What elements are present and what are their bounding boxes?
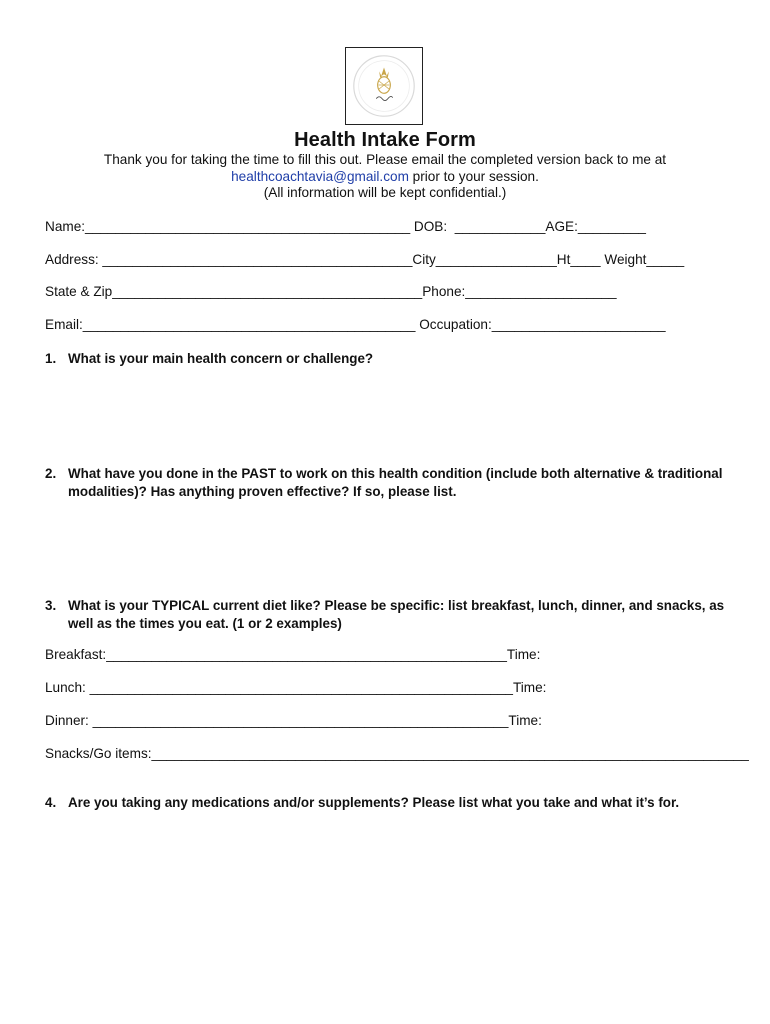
question-3-text: What is your TYPICAL current diet like? Please be specific: list breakfast, lunch, dinner, and snacks, as well as the times you eat. (1 or 2 examples) (68, 598, 725, 631)
question-3 (45, 597, 725, 632)
question-1-number: 1. (45, 351, 57, 366)
state-zip-phone-row[interactable]: State & Zip_________________________________________Phone:____________________ (45, 284, 617, 299)
question-1-text: What is your main health concern or challenge? (68, 351, 374, 366)
question-3-number: 3. (45, 598, 57, 613)
email-occupation-row[interactable]: Email:____________________________________________ Occupation:_______________________ (45, 317, 666, 332)
intro-text (40, 152, 730, 202)
question-4 (45, 794, 725, 812)
email-link[interactable]: healthcoachtavia@gmail.com (231, 168, 409, 184)
question-2 (45, 465, 725, 500)
intro-line-2-rest: prior to your session. (408, 168, 539, 184)
intro-line-1: Thank you for taking the time to fill this out. Please email the completed version back to me at (103, 152, 667, 167)
brand-logo (345, 47, 423, 125)
form-title: Health Intake Form (294, 129, 476, 151)
dinner-row[interactable]: Dinner: _______________________________________________________Time: (45, 713, 542, 728)
breakfast-row[interactable]: Breakfast:_____________________________________________________Time: (45, 647, 541, 662)
snacks-row[interactable]: Snacks/Go items:_______________________________________________________________________________ (45, 746, 749, 761)
address-city-ht-weight-row[interactable]: Address: _________________________________________City________________Ht____ Weight_____ (45, 252, 685, 267)
question-1 (45, 350, 725, 368)
intro-line-2 (40, 169, 730, 186)
pineapple-logo-icon (346, 48, 422, 124)
lunch-row[interactable]: Lunch: ________________________________________________________Time: (45, 680, 547, 695)
name-dob-age-row[interactable]: Name:___________________________________________ DOB: ____________AGE:_________ (45, 219, 646, 234)
intro-line-3: (All information will be kept confidential.) (263, 185, 507, 200)
question-2-number: 2. (45, 466, 57, 481)
question-4-text: Are you taking any medications and/or supplements? Please list what you take and what it’s for. (68, 795, 680, 810)
question-4-number: 4. (45, 795, 57, 810)
question-2-text: What have you done in the PAST to work on this health condition (include both alternative & traditional modalities)? Has anything proven effective? If so, please list. (68, 466, 723, 499)
